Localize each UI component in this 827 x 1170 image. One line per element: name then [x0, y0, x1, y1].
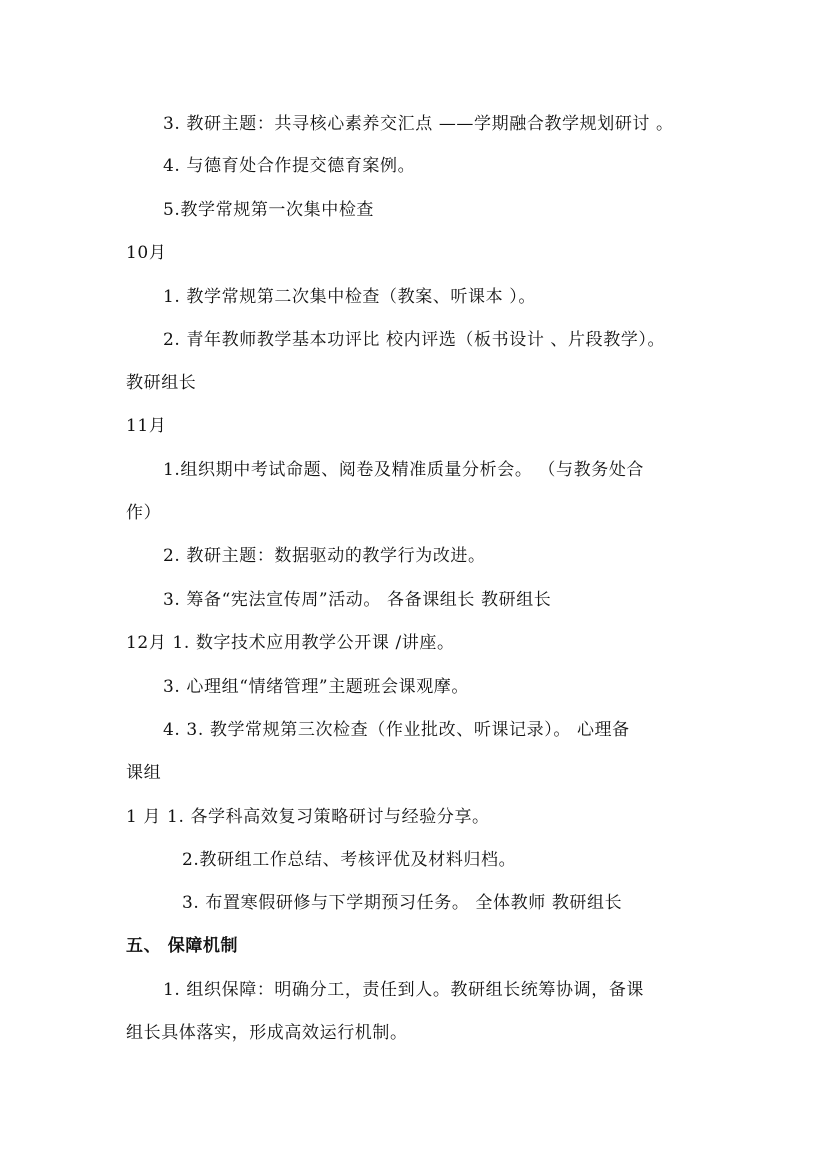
month-december-open-class: 12月 1. 数字技术应用教学公开课 /讲座。 [126, 633, 455, 653]
item-third-routine-check-cont: 课组 [126, 763, 162, 783]
item-young-teacher-contest: 2. 青年教师教学基本功评比 校内评选（板书设计 、片段教学）。 [163, 330, 666, 350]
item-constitution-week: 3. 筹备“宪法宣传周”活动。 各备课组长 教研组长 [163, 590, 552, 610]
item-first-routine-check: 5.教学常规第一次集中检查 [163, 200, 375, 220]
item-work-summary: 2.教研组工作总结、考核评优及材料归档。 [182, 850, 517, 870]
item-data-driven-topic: 2. 教研主题：数据驱动的教学行为改进。 [163, 546, 486, 566]
item-organization-guarantee: 1. 组织保障：明确分工，责任到人。教研组长统筹协调，备课 [163, 980, 645, 1000]
item-midterm-exam-analysis: 1.组织期中考试命题、阅卷及精准质量分析会。 （与教务处合 [163, 460, 645, 480]
item-midterm-exam-analysis-cont: 作） [126, 503, 162, 523]
item-third-routine-check: 4. 3. 教学常规第三次检查（作业批改、听课记录）。 心理备 [163, 720, 630, 740]
section-heading-guarantee-mechanism: 五、 保障机制 [126, 936, 239, 956]
month-november: 11月 [126, 416, 167, 436]
item-winter-study-tasks: 3. 布置寒假研修与下学期预习任务。 全体教师 教研组长 [182, 893, 623, 913]
item-organization-guarantee-cont: 组长具体落实，形成高效运行机制。 [126, 1023, 408, 1043]
item-emotion-management-class: 3. 心理组“情绪管理”主题班会课观摩。 [163, 677, 470, 697]
item-topic-core-literacy: 3. 教研主题：共寻核心素养交汇点 ——学期融合教学规划研讨 。 [163, 114, 674, 134]
month-january-review-strategy: 1 月 1. 各学科高效复习策略研讨与经验分享。 [126, 807, 490, 827]
responsible-research-leader: 教研组长 [126, 373, 197, 393]
item-moral-education-case: 4. 与德育处合作提交德育案例。 [163, 156, 416, 176]
item-second-routine-check: 1. 教学常规第二次集中检查（教案、听课本 ）。 [163, 287, 536, 307]
month-october: 10月 [126, 243, 167, 263]
